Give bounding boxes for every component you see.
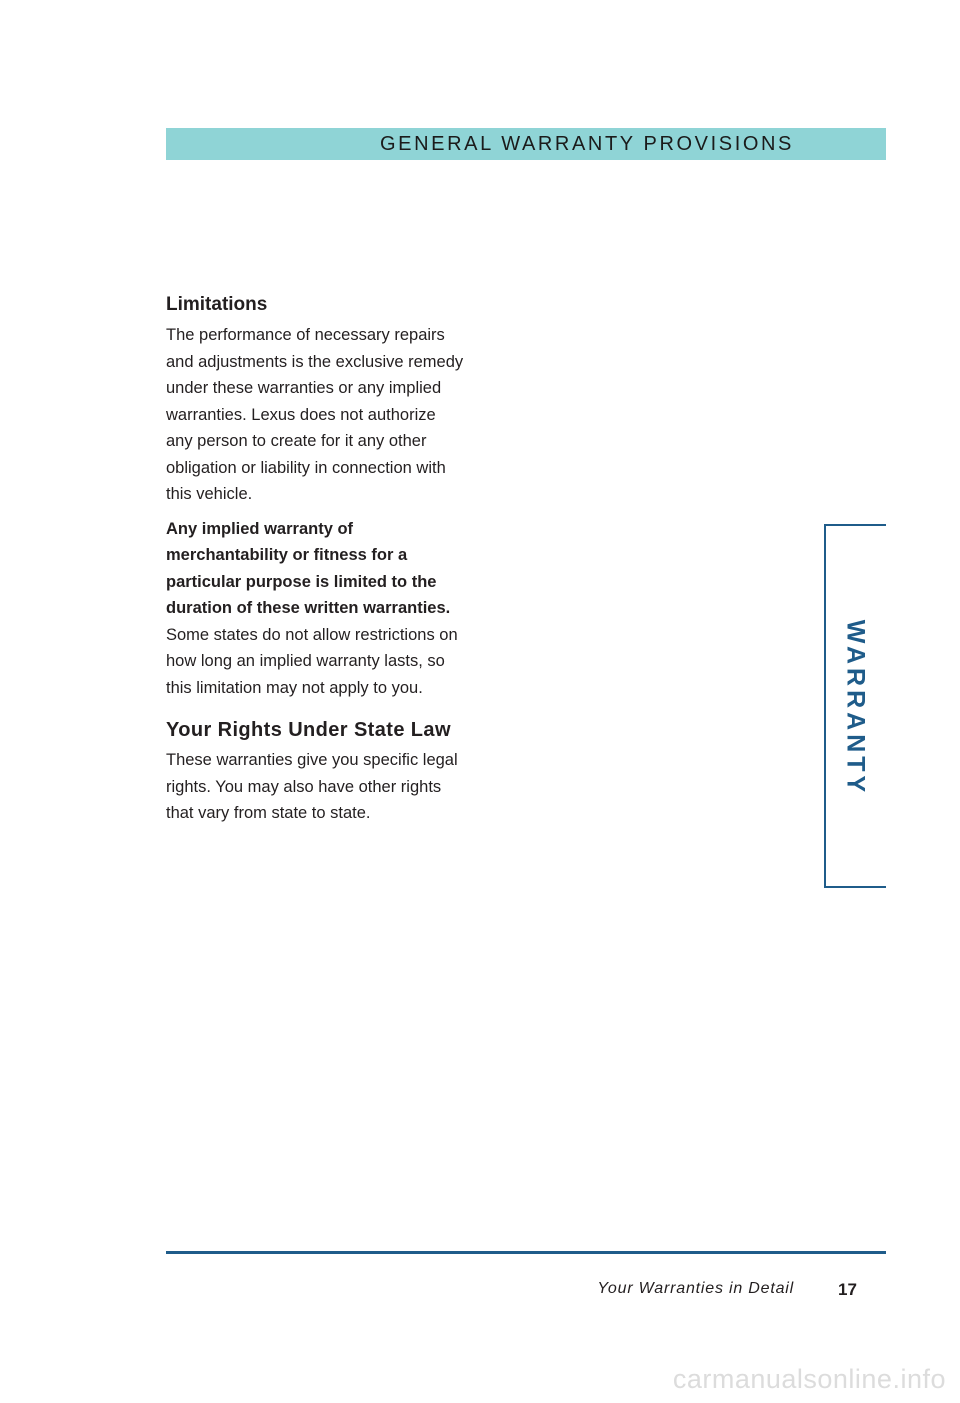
limitations-heading: Limitations — [166, 294, 268, 315]
section-header-title: GENERAL WARRANTY PROVISIONS — [380, 133, 794, 155]
footer-divider — [166, 1251, 886, 1254]
footer-section-title: Your Warranties in Detail — [597, 1280, 794, 1297]
warranty-side-tab-label: WARRANTY — [841, 619, 870, 797]
section-header-band — [166, 128, 886, 160]
watermark: carmanualsonline.info — [672, 1364, 946, 1394]
state-law-heading: Your Rights Under State Law — [166, 719, 451, 741]
implied-warranty-note: Some states do not allow restrictions on how long an implied warranty lasts, so this limitation may not apply to you. — [166, 625, 458, 697]
implied-warranty-bold-statement: Any implied warranty of merchantability or fitness for a particular purpose is limited to the duration of these written warranties. — [166, 519, 451, 617]
main-content — [166, 290, 466, 827]
limitations-paragraph-1: The performance of necessary repairs and adjustments is the exclusive remedy under these warranties or any implied warranties. Lexus does not authorize any person to create for it any other obligation or liability in connection with this vehicle. — [166, 326, 464, 503]
state-law-paragraph: These warranties give you specific legal rights. You may also have other rights that vary from state to state. — [166, 751, 458, 822]
page-number: 17 — [838, 1280, 857, 1299]
warranty-side-tab — [824, 524, 886, 888]
limitations-paragraph-2 — [166, 516, 466, 702]
